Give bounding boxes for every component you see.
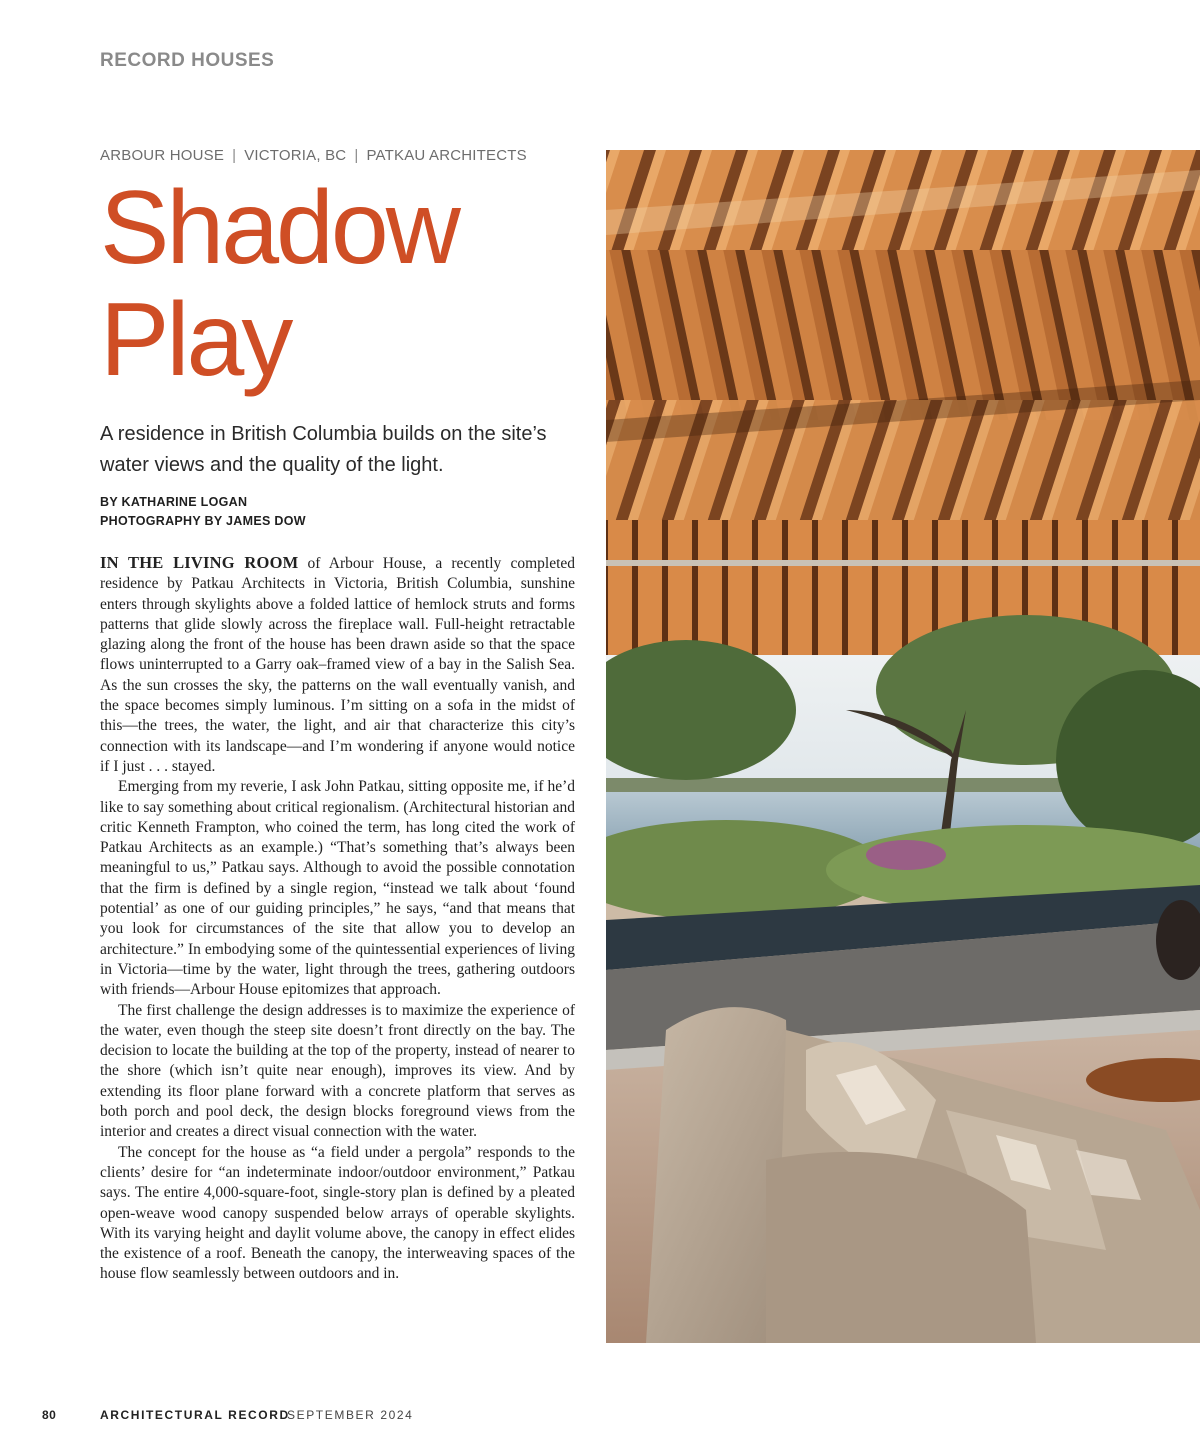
lead-in: IN THE LIVING ROOM	[100, 553, 299, 572]
issue-date: SEPTEMBER 2024	[287, 1408, 414, 1422]
article-paragraph: Emerging from my reverie, I ask John Patkau, sitting opposite me, if he’d like to say something about critical regionalism. (Architectural historian and critic Kenneth Frampton, who coined the term, has long cited the work of Patkau Architects as an example.) “That’s something that’s always been meaningful to us,” Patkau says. Although to avoid the possible connotation that the firm is defined by a single region, “instead we talk about ‘found potential’ as one of our guiding principles,” he says, “and that means that you look for circumstances of the site that allow you to develop an architecture.” In embodying some of the quintessential experiences of living in Victoria—time by the water, light through the trees, gathering outdoors with friends—Arbour House epitomizes that approach.	[100, 778, 575, 999]
headline	[100, 172, 458, 396]
kicker-separator: |	[232, 147, 237, 164]
article-paragraph: The first challenge the design addresses is to maximize the experience of the water, even though the steep site doesn’t front directly on the bay. The decision to locate the building at the top of the property, instead of nearer to the shore (which isn’t quite near enough), improves its view. And by extending its floor plane forward with a concrete platform that serves as both porch and pool deck, the design blocks foreground views from the interior and creates a direct visual connection with the water.	[100, 1001, 575, 1141]
page-number: 80	[42, 1408, 57, 1422]
article-body	[100, 553, 575, 1285]
kicker-project: ARBOUR HOUSE	[100, 147, 225, 164]
credits	[100, 493, 306, 531]
section-label: RECORD HOUSES	[100, 50, 275, 71]
outdoor-view	[606, 615, 1200, 920]
publication-name: ARCHITECTURAL RECORD	[100, 1408, 290, 1422]
living-room-illustration	[606, 150, 1200, 1343]
headline-line-2: Play	[100, 282, 291, 398]
photo-credit: PHOTOGRAPHY BY JAMES DOW	[100, 514, 306, 528]
headline-line-1: Shadow	[100, 170, 458, 286]
kicker-architect: PATKAU ARCHITECTS	[366, 147, 527, 164]
living-room-photo	[606, 150, 1200, 1343]
article-paragraph: The concept for the house as “a field under a pergola” responds to the clients’ desire for “an indeterminate indoor/outdoor environment,” Patkau says. The entire 4,000-square-foot, single-story plan is defined by a pleated open-weave wood canopy suspended below arrays of operable skylights. With its varying height and daylit volume above, the canopy in effect elides the existence of a roof. Beneath the canopy, the interweaving spaces of the house flow seamlessly between outdoors and in.	[100, 1143, 575, 1283]
kicker-location: VICTORIA, BC	[244, 147, 347, 164]
paragraph-text: of Arbour House, a recently completed residence by Patkau Architects in Victoria, British Columbia, sunshine enters through skylights above a folded lattice of hemlock struts and forms patterns that glide slowly across the fireplace wall. Full-height retractable glazing along the front of the house has been drawn aside so that the space flows uninterrupted to a Garry oak–framed view of a bay in the Salish Sea. As the sun crosses the sky, the patterns on the wall eventually vanish, and the space becomes simply luminous. I’m sitting on a sofa in the midst of this—the trees, the water, the light, and air that characterize this city’s connection with its landscape—and I’m wondering if anyone would notice if I just . . . stayed.	[100, 555, 576, 775]
dek: A residence in British Columbia builds on the site’s water views and the quality of the light.	[100, 423, 547, 476]
article-paragraph	[100, 553, 575, 777]
author-credit: BY KATHARINE LOGAN	[100, 495, 248, 509]
wood-canopy	[606, 150, 1200, 670]
kicker-separator: |	[354, 147, 359, 164]
page-footer	[0, 1408, 1200, 1428]
kicker	[100, 147, 527, 164]
